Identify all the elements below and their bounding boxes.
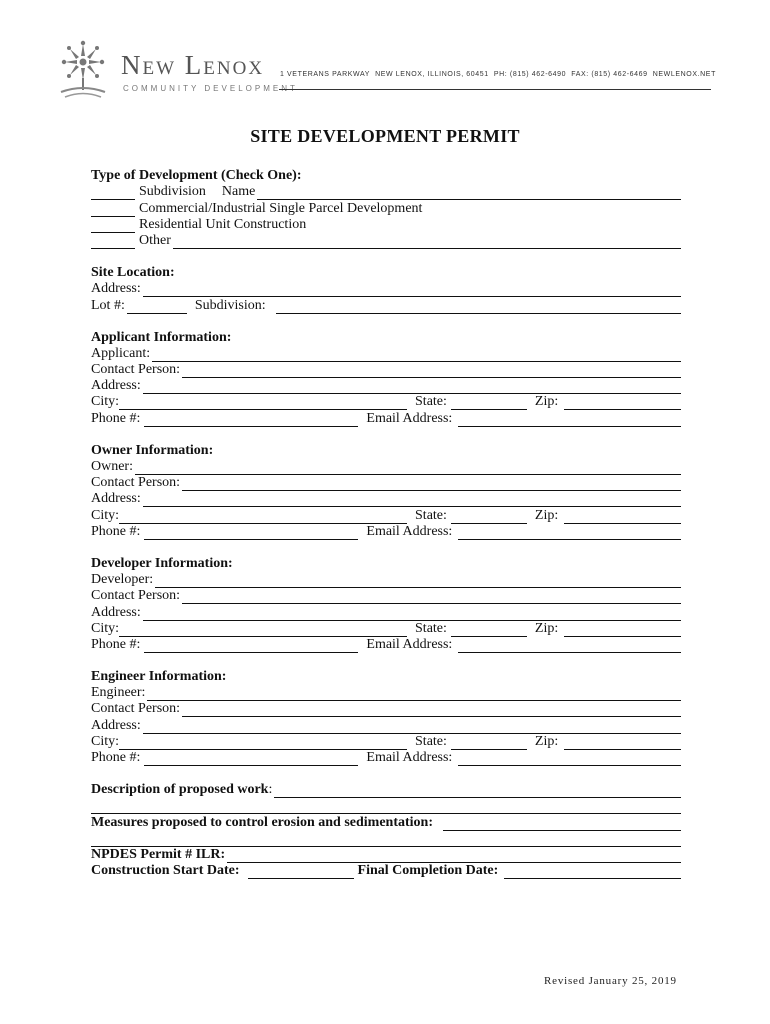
applicant-contact-label: Contact Person:	[91, 362, 181, 378]
applicant-field[interactable]	[152, 349, 681, 362]
subdivision-check-blank[interactable]	[91, 187, 135, 200]
other-label: Other	[139, 232, 171, 248]
owner-phone-label: Phone #:	[91, 523, 141, 539]
site-lot-row	[91, 297, 681, 313]
site-address-field[interactable]	[143, 284, 681, 297]
lot-field[interactable]	[127, 301, 187, 314]
applicant-city-label: City:	[91, 394, 120, 410]
description-field[interactable]	[274, 785, 681, 798]
page-title: SITE DEVELOPMENT PERMIT	[250, 126, 520, 146]
developer-phone-field[interactable]	[144, 640, 358, 653]
erosion-label: Measures proposed to control erosion and sedimentation:	[91, 814, 433, 830]
owner-zip-label: Zip:	[534, 507, 559, 523]
npdes-row	[91, 847, 681, 863]
applicant-address-row	[91, 378, 681, 394]
developer-contact-row	[91, 588, 681, 604]
owner-contact-field[interactable]	[182, 478, 681, 491]
npdes-label: NPDES Permit # ILR:	[91, 846, 226, 862]
developer-heading: Developer Information:	[91, 555, 233, 571]
engineer-zip-label: Zip:	[534, 733, 559, 749]
engineer-name-row	[91, 685, 681, 701]
engineer-field[interactable]	[147, 688, 681, 701]
lot-label: Lot #:	[91, 297, 125, 313]
owner-field[interactable]	[135, 462, 681, 475]
erosion-field-2[interactable]	[91, 834, 681, 847]
completion-date-label: Final Completion Date:	[357, 863, 499, 879]
site-heading: Site Location:	[91, 265, 175, 281]
applicant-phone-row	[91, 410, 681, 426]
developer-contact-label: Contact Person:	[91, 588, 181, 604]
engineer-phone-row	[91, 750, 681, 766]
applicant-city-row	[91, 394, 681, 410]
applicant-contact-row	[91, 362, 681, 378]
site-address-label: Address:	[91, 281, 141, 297]
developer-phone-label: Phone #:	[91, 636, 141, 652]
engineer-zip-field[interactable]	[564, 737, 681, 750]
erosion-row-2	[91, 831, 681, 847]
description-field-2[interactable]	[91, 801, 681, 814]
owner-phone-row	[91, 524, 681, 540]
developer-name-row	[91, 572, 681, 588]
applicant-phone-label: Phone #:	[91, 410, 141, 426]
tree-logo-icon	[55, 40, 111, 102]
contact-city: NEW LENOX, ILLINOIS, 60451	[375, 71, 489, 78]
npdes-field[interactable]	[227, 850, 681, 863]
erosion-field[interactable]	[443, 818, 681, 831]
developer-phone-row	[91, 637, 681, 653]
owner-address-label: Address:	[91, 491, 141, 507]
applicant-city-field[interactable]	[119, 397, 407, 410]
owner-contact-label: Contact Person:	[91, 475, 181, 491]
developer-email-field[interactable]	[458, 640, 681, 653]
developer-zip-field[interactable]	[564, 624, 681, 637]
engineer-label: Engineer:	[91, 685, 146, 701]
type-option-other	[91, 233, 681, 249]
engineer-heading: Engineer Information:	[91, 669, 227, 685]
subdivision-name-field[interactable]	[257, 187, 681, 200]
residential-check-blank[interactable]	[91, 220, 135, 233]
contact-address: 1 VETERANS PARKWAY	[280, 71, 371, 78]
revision-date: Revised January 25, 2019	[544, 975, 677, 987]
type-option-residential	[91, 217, 681, 233]
header-divider	[279, 89, 711, 90]
engineer-state-label: State:	[415, 733, 447, 749]
developer-field[interactable]	[155, 575, 681, 588]
engineer-city-field[interactable]	[119, 737, 407, 750]
contact-line	[280, 71, 716, 78]
applicant-phone-field[interactable]	[144, 414, 358, 427]
site-subdivision-field[interactable]	[276, 301, 681, 314]
applicant-address-field[interactable]	[143, 381, 681, 394]
other-field[interactable]	[173, 236, 681, 249]
engineer-contact-label: Contact Person:	[91, 701, 181, 717]
owner-name-row	[91, 459, 681, 475]
engineer-address-label: Address:	[91, 717, 141, 733]
engineer-email-label: Email Address:	[366, 750, 453, 765]
developer-city-row	[91, 621, 681, 637]
applicant-state-label: State:	[415, 394, 447, 410]
engineer-phone-label: Phone #:	[91, 750, 141, 765]
type-option-subdivision	[91, 184, 681, 200]
developer-zip-label: Zip:	[534, 620, 559, 636]
owner-email-field[interactable]	[458, 527, 681, 540]
site-address-row	[91, 281, 681, 297]
start-date-label: Construction Start Date:	[91, 863, 240, 879]
applicant-zip-label: Zip:	[534, 394, 559, 410]
owner-zip-field[interactable]	[564, 511, 681, 524]
description-row	[91, 782, 681, 798]
engineer-contact-row	[91, 701, 681, 717]
applicant-contact-field[interactable]	[182, 365, 681, 378]
contact-phone: PH: (815) 462-6490	[493, 71, 567, 78]
applicant-email-field[interactable]	[458, 414, 681, 427]
developer-city-label: City:	[91, 620, 120, 636]
developer-state-field[interactable]	[451, 624, 527, 637]
engineer-phone-field[interactable]	[144, 753, 358, 766]
applicant-heading: Applicant Information:	[91, 329, 232, 345]
owner-city-label: City:	[91, 507, 120, 523]
other-check-blank[interactable]	[91, 236, 135, 249]
org-subtitle: COMMUNITY DEVELOPMENT	[123, 84, 298, 93]
engineer-city-row	[91, 734, 681, 750]
applicant-address-label: Address:	[91, 378, 141, 394]
owner-heading: Owner Information:	[91, 442, 214, 458]
applicant-name-row	[91, 346, 681, 362]
applicant-email-label: Email Address:	[366, 410, 453, 426]
permit-form	[91, 168, 681, 879]
dates-row	[91, 863, 681, 879]
developer-email-label: Email Address:	[366, 636, 453, 652]
erosion-row	[91, 814, 681, 830]
developer-label: Developer:	[91, 572, 154, 588]
description-label: Description of proposed work	[91, 782, 269, 798]
engineer-contact-field[interactable]	[182, 704, 681, 717]
developer-address-label: Address:	[91, 604, 141, 620]
description-colon: :	[268, 782, 273, 798]
developer-state-label: State:	[415, 620, 447, 636]
type-option-commercial	[91, 200, 681, 216]
applicant-zip-field[interactable]	[564, 397, 681, 410]
site-subdivision-label: Subdivision:	[194, 297, 266, 313]
developer-address-field[interactable]	[143, 608, 681, 621]
description-row-2	[91, 798, 681, 814]
owner-contact-row	[91, 475, 681, 491]
subdivision-label: Subdivision	[139, 184, 206, 200]
owner-email-label: Email Address:	[366, 523, 453, 539]
owner-label: Owner:	[91, 459, 133, 474]
completion-date-field[interactable]	[504, 866, 681, 879]
owner-city-field[interactable]	[119, 511, 407, 524]
developer-contact-field[interactable]	[182, 591, 681, 604]
engineer-address-row	[91, 717, 681, 733]
engineer-city-label: City:	[91, 733, 120, 749]
commercial-check-blank[interactable]	[91, 204, 135, 217]
commercial-label: Commercial/Industrial Single Parcel Development	[139, 200, 423, 216]
developer-city-field[interactable]	[119, 624, 407, 637]
residential-label: Residential Unit Construction	[139, 216, 307, 232]
applicant-state-field[interactable]	[451, 397, 527, 410]
owner-address-row	[91, 491, 681, 507]
owner-address-field[interactable]	[143, 494, 681, 507]
engineer-email-field[interactable]	[458, 753, 681, 766]
engineer-address-field[interactable]	[143, 721, 681, 734]
applicant-label: Applicant:	[91, 345, 151, 361]
start-date-field[interactable]	[248, 866, 354, 879]
owner-state-label: State:	[415, 507, 447, 523]
contact-website: NEWLENOX.NET	[652, 71, 716, 78]
type-heading: Type of Development (Check One):	[91, 168, 302, 184]
owner-state-field[interactable]	[451, 511, 527, 524]
org-name: New Lenox	[121, 50, 265, 80]
subdivision-name-label: Name	[221, 184, 256, 200]
owner-phone-field[interactable]	[144, 527, 358, 540]
engineer-state-field[interactable]	[451, 737, 527, 750]
letterhead	[55, 40, 715, 110]
owner-city-row	[91, 507, 681, 523]
developer-address-row	[91, 604, 681, 620]
contact-fax: FAX: (815) 462-6469	[571, 71, 648, 78]
